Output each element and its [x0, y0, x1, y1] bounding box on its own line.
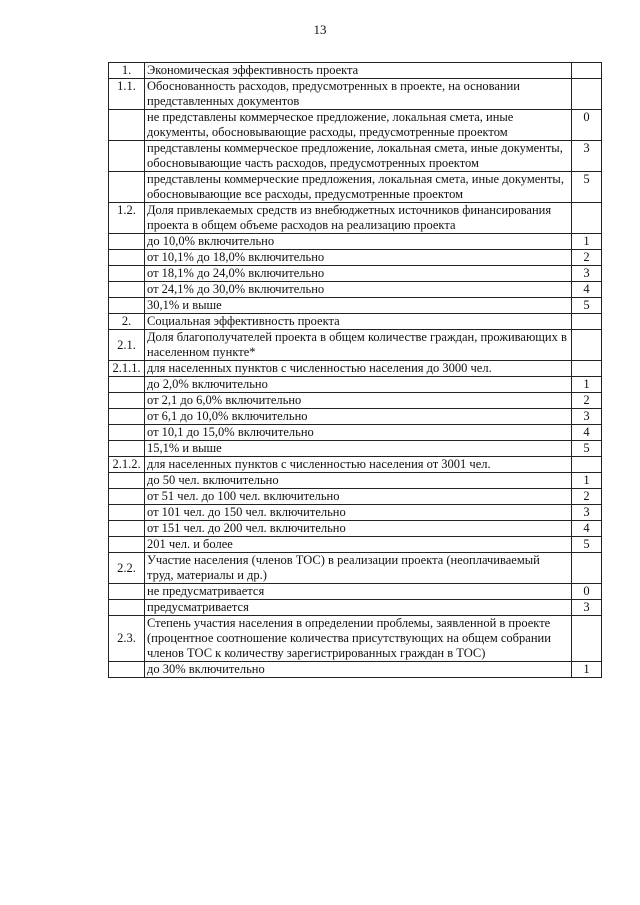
row-number [109, 584, 145, 600]
table-row [109, 330, 602, 361]
row-number [109, 441, 145, 457]
criterion-text: до 10,0% включительно [145, 234, 572, 250]
table-row [109, 282, 602, 298]
row-number: 1. [109, 63, 145, 79]
criterion-text: представлены коммерческое предложение, локальная смета, иные документы, обосновывающие часть расходов, предусмотренных проектом [145, 141, 572, 172]
table-row [109, 616, 602, 662]
row-number: 2.2. [109, 553, 145, 584]
row-number [109, 662, 145, 678]
table-row [109, 393, 602, 409]
criterion-text: от 18,1% до 24,0% включительно [145, 266, 572, 282]
score-value: 2 [572, 489, 602, 505]
table-row [109, 172, 602, 203]
score-value: 1 [572, 377, 602, 393]
table-row [109, 234, 602, 250]
score-value: 5 [572, 298, 602, 314]
criteria-table-body [109, 63, 602, 678]
criterion-text: от 51 чел. до 100 чел. включительно [145, 489, 572, 505]
criterion-text: от 10,1 до 15,0% включительно [145, 425, 572, 441]
criterion-text: 30,1% и выше [145, 298, 572, 314]
row-number [109, 282, 145, 298]
row-number [109, 110, 145, 141]
row-number: 2.1. [109, 330, 145, 361]
table-row [109, 141, 602, 172]
table-row [109, 600, 602, 616]
page-number: 13 [313, 22, 327, 37]
criterion-text: от 24,1% до 30,0% включительно [145, 282, 572, 298]
row-number [109, 409, 145, 425]
table-row [109, 63, 602, 79]
table-row [109, 298, 602, 314]
criterion-text: для населенных пунктов с численностью населения до 3000 чел. [145, 361, 572, 377]
score-value [572, 330, 602, 361]
criterion-text: Доля привлекаемых средств из внебюджетных источников финансирования проекта в общем объеме расходов на реализацию проекта [145, 203, 572, 234]
score-value: 4 [572, 282, 602, 298]
row-number [109, 172, 145, 203]
score-value: 5 [572, 537, 602, 553]
score-value: 2 [572, 393, 602, 409]
criterion-text: от 101 чел. до 150 чел. включительно [145, 505, 572, 521]
table-row [109, 377, 602, 393]
table-row [109, 409, 602, 425]
table-row [109, 457, 602, 473]
table-row [109, 553, 602, 584]
table-row [109, 79, 602, 110]
row-number [109, 393, 145, 409]
row-number [109, 298, 145, 314]
score-value: 1 [572, 473, 602, 489]
row-number [109, 600, 145, 616]
criterion-text: до 2,0% включительно [145, 377, 572, 393]
score-value [572, 457, 602, 473]
row-number: 2.1.1. [109, 361, 145, 377]
table-row [109, 361, 602, 377]
criterion-text: от 6,1 до 10,0% включительно [145, 409, 572, 425]
criterion-text: 15,1% и выше [145, 441, 572, 457]
score-value: 2 [572, 250, 602, 266]
score-value: 3 [572, 600, 602, 616]
row-number: 1.1. [109, 79, 145, 110]
table-row [109, 250, 602, 266]
score-value [572, 314, 602, 330]
row-number [109, 473, 145, 489]
score-value [572, 616, 602, 662]
criterion-text: Участие населения (членов ТОС) в реализации проекта (неоплачиваемый труд, материалы и др.) [145, 553, 572, 584]
criterion-text: от 151 чел. до 200 чел. включительно [145, 521, 572, 537]
table-row [109, 584, 602, 600]
score-value: 3 [572, 409, 602, 425]
criterion-text: Социальная эффективность проекта [145, 314, 572, 330]
criterion-text: Степень участия населения в определении проблемы, заявленной в проекте (процентное соотношение количества присутствующих на общем собрании членов ТОС к количеству зарегистрированных граждан в ТОС) [145, 616, 572, 662]
criterion-text: до 50 чел. включительно [145, 473, 572, 489]
score-value: 0 [572, 584, 602, 600]
criterion-text: от 10,1% до 18,0% включительно [145, 250, 572, 266]
criterion-text: от 2,1 до 6,0% включительно [145, 393, 572, 409]
table-row [109, 537, 602, 553]
table-row [109, 425, 602, 441]
score-value [572, 63, 602, 79]
table-row [109, 110, 602, 141]
score-value [572, 553, 602, 584]
criterion-text: Доля благополучателей проекта в общем количестве граждан, проживающих в населенном пункте* [145, 330, 572, 361]
criterion-text: Экономическая эффективность проекта [145, 63, 572, 79]
table-row [109, 521, 602, 537]
row-number [109, 141, 145, 172]
table-row [109, 441, 602, 457]
score-value: 4 [572, 425, 602, 441]
criterion-text: 201 чел. и более [145, 537, 572, 553]
score-value: 0 [572, 110, 602, 141]
row-number: 2.3. [109, 616, 145, 662]
row-number [109, 266, 145, 282]
row-number: 2.1.2. [109, 457, 145, 473]
score-value: 1 [572, 234, 602, 250]
criterion-text: до 30% включительно [145, 662, 572, 678]
row-number [109, 489, 145, 505]
table-row [109, 489, 602, 505]
score-value: 5 [572, 441, 602, 457]
table-row [109, 473, 602, 489]
row-number [109, 521, 145, 537]
table-row [109, 203, 602, 234]
row-number: 1.2. [109, 203, 145, 234]
score-value: 1 [572, 662, 602, 678]
row-number [109, 425, 145, 441]
row-number [109, 250, 145, 266]
criterion-text: предусматривается [145, 600, 572, 616]
row-number: 2. [109, 314, 145, 330]
row-number [109, 377, 145, 393]
criterion-text: представлены коммерческие предложения, локальная смета, иные документы, обосновывающие все расходы, предусмотренные проектом [145, 172, 572, 203]
criterion-text: не предусматривается [145, 584, 572, 600]
table-row [109, 314, 602, 330]
score-value [572, 203, 602, 234]
score-value: 3 [572, 505, 602, 521]
score-value [572, 361, 602, 377]
criterion-text: Обоснованность расходов, предусмотренных в проекте, на основании представленных документов [145, 79, 572, 110]
score-value: 3 [572, 141, 602, 172]
score-value: 3 [572, 266, 602, 282]
score-value [572, 79, 602, 110]
table-row [109, 505, 602, 521]
criterion-text: для населенных пунктов с численностью населения от 3001 чел. [145, 457, 572, 473]
table-row [109, 266, 602, 282]
criterion-text: не представлены коммерческое предложение, локальная смета, иные документы, обосновывающие расходы, предусмотренные проектом [145, 110, 572, 141]
score-value: 4 [572, 521, 602, 537]
row-number [109, 234, 145, 250]
table-row [109, 662, 602, 678]
score-value: 5 [572, 172, 602, 203]
row-number [109, 505, 145, 521]
row-number [109, 537, 145, 553]
criteria-table [108, 62, 602, 678]
